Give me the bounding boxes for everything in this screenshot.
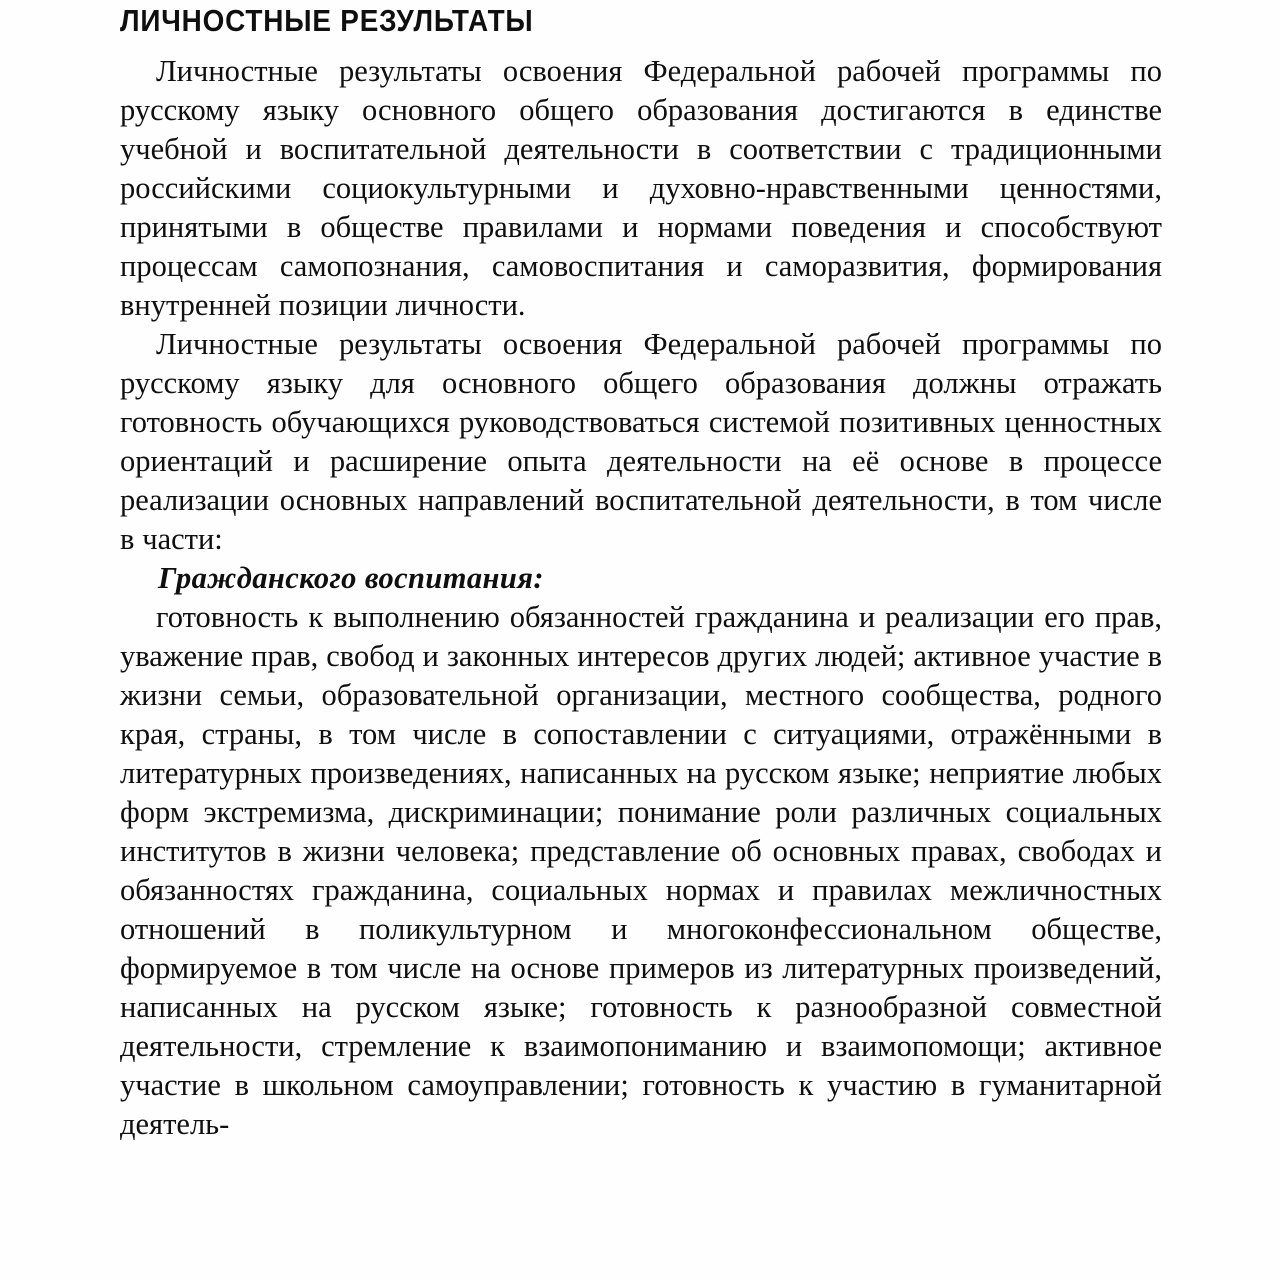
subheading-civic-education: Гражданского воспитания: (158, 561, 544, 595)
text-column (120, 0, 1162, 1144)
paragraph-personal-results-intro: Личностные результаты освоения Федеральной рабочей программы по русскому языку основного общего образования достигаются в единстве учебной и воспитательной деятельности в соответствии с традиционными российскими социокультурными и духовно-нравственными ценностями, принятыми в обществе правилами и нормами поведения и способствуют процессам самопознания, самовоспитания и саморазвития, формирования внутренней позиции личности. (120, 54, 1162, 322)
section-heading: ЛИЧНОСТНЫЕ РЕЗУЛЬТАТЫ (120, 3, 534, 38)
paragraph-civic-education-body: готовность к выполнению обязанностей гражданина и реализации его прав, уважение прав, свобод и законных интересов других людей; активное участие в жизни семьи, образовательной организации, местного сообщества, родного края, страны, в том числе в сопоставлении с ситуациями, отражёнными в литературных произведениях, написанных на русском языке; неприятие любых форм экстремизма, дискриминации; понимание роли различных социальных институтов в жизни человека; представление об основных правах, свободах и обязанностях гражданина, социальных нормах и правилах межличностных отношений в поликультурном и многоконфессиональном обществе, формируемое в том числе на основе примеров из литературных произведений, написанных на русском языке; готовность к разнообразной совместной деятельности, стремление к взаимопониманию и взаимопомощи; активное участие в школьном самоуправлении; готовность к участию в гуманитарной деятель- (120, 600, 1162, 1141)
paragraph-personal-results-requirements: Личностные результаты освоения Федеральной рабочей программы по русскому языку для основного общего образования должны отражать готовность обучающихся руководствоваться системой позитивных ценностных ориентаций и расширение опыта деятельности на её основе в процессе реализации основных направлений воспитательной деятельности, в том числе в части: (120, 327, 1162, 556)
